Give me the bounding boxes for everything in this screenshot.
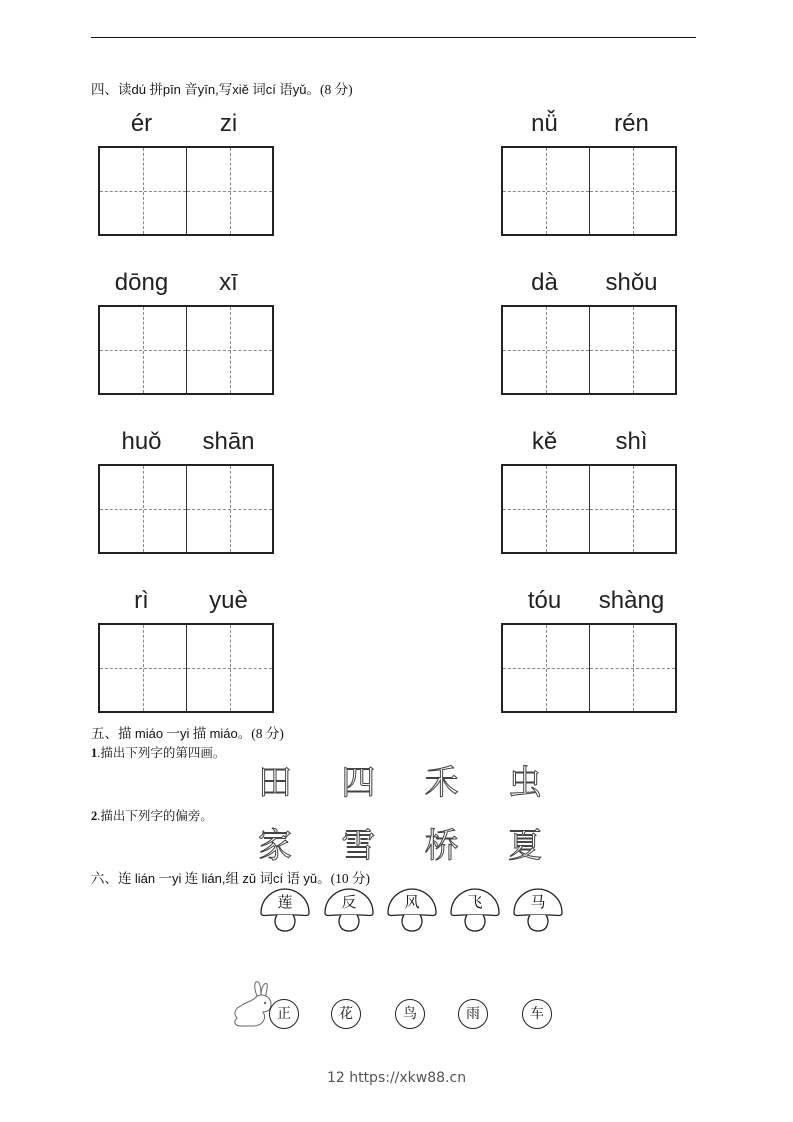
question-5-2 bbox=[91, 806, 213, 824]
trace-character[interactable]: 家 bbox=[258, 826, 292, 866]
pinyin: zi bbox=[219, 110, 238, 137]
trace-character[interactable]: 四 bbox=[341, 763, 376, 803]
heading-char: 一 bbox=[158, 871, 172, 886]
trace-character[interactable]: 田 bbox=[258, 763, 292, 803]
heading-char: 语 bbox=[279, 82, 293, 97]
pinyin: shì bbox=[615, 428, 648, 455]
trace-character[interactable]: 桥 bbox=[424, 826, 459, 866]
top-rule bbox=[91, 37, 696, 38]
heading-char: 描 bbox=[192, 726, 207, 741]
heading-pinyin: yīn, bbox=[197, 82, 219, 97]
pinyin: shǒu bbox=[605, 269, 658, 296]
writing-cell[interactable] bbox=[186, 466, 272, 552]
tianzige-grid[interactable] bbox=[501, 146, 677, 236]
heading-pinyin: yi bbox=[172, 871, 182, 886]
heading-char: 连 bbox=[184, 871, 199, 886]
heading-char: 音 bbox=[184, 82, 198, 97]
question-5-1 bbox=[91, 743, 225, 761]
mushroom-char: 马 bbox=[530, 893, 546, 911]
page-footer: 12 https://xkw88.cn bbox=[326, 1070, 467, 1086]
writing-cell[interactable] bbox=[503, 625, 589, 711]
heading-score: 。(8 分) bbox=[237, 726, 284, 741]
writing-cell[interactable] bbox=[100, 466, 186, 552]
trace-character[interactable]: 虫 bbox=[507, 763, 542, 803]
heading-char: 拼 bbox=[149, 82, 163, 97]
tianzige-grid[interactable] bbox=[501, 464, 677, 554]
tianzige-grid[interactable] bbox=[98, 464, 274, 554]
mushroom-char: 莲 bbox=[277, 893, 293, 911]
writing-cell[interactable] bbox=[186, 625, 272, 711]
mushroom-char: 飞 bbox=[467, 893, 483, 911]
heading-pinyin: miáo bbox=[134, 726, 164, 741]
pinyin: shàng bbox=[598, 587, 665, 614]
heading-pinyin: xiě bbox=[232, 82, 249, 97]
mushroom-item[interactable] bbox=[321, 885, 377, 937]
heading-char: 语 bbox=[286, 871, 300, 886]
trace-character[interactable]: 禾 bbox=[424, 763, 459, 803]
trace-character[interactable]: 雪 bbox=[341, 826, 376, 866]
pinyin: dōng bbox=[114, 269, 169, 296]
heading-pinyin: pīn bbox=[162, 82, 181, 97]
heading-score: 。(10 分) bbox=[317, 871, 370, 886]
writing-cell[interactable] bbox=[186, 307, 272, 393]
question-number: 1 bbox=[91, 746, 98, 760]
writing-cell[interactable] bbox=[100, 625, 186, 711]
writing-cell[interactable] bbox=[503, 307, 589, 393]
pinyin: rén bbox=[614, 110, 649, 137]
tianzige-grid[interactable] bbox=[501, 623, 677, 713]
heading-prefix: 四、 bbox=[91, 82, 118, 97]
circle-char[interactable]: 雨 bbox=[458, 999, 488, 1029]
circle-char[interactable]: 鸟 bbox=[395, 999, 425, 1029]
heading-char: 读 bbox=[118, 82, 132, 97]
heading-pinyin: yǔ bbox=[303, 871, 318, 886]
writing-cell[interactable] bbox=[100, 307, 186, 393]
tianzige-grid[interactable] bbox=[501, 305, 677, 395]
pinyin: rì bbox=[134, 587, 149, 614]
writing-cell[interactable] bbox=[186, 148, 272, 234]
pinyin: nǚ bbox=[531, 110, 558, 137]
writing-cell[interactable] bbox=[589, 466, 675, 552]
mushroom-item[interactable] bbox=[257, 885, 313, 937]
question-text: .描出下列字的偏旁。 bbox=[97, 809, 213, 823]
heading-prefix: 六、 bbox=[91, 871, 118, 886]
heading-pinyin: cí bbox=[265, 82, 276, 97]
question-number: 2 bbox=[91, 809, 98, 823]
mushroom-char: 风 bbox=[404, 893, 420, 911]
heading-pinyin: miáo bbox=[209, 726, 238, 741]
pinyin: ér bbox=[130, 110, 153, 137]
heading-pinyin: yǔ bbox=[292, 82, 307, 97]
writing-cell[interactable] bbox=[503, 466, 589, 552]
mushroom-item[interactable] bbox=[447, 885, 503, 937]
pinyin: yuè bbox=[209, 587, 248, 614]
circle-char[interactable]: 车 bbox=[522, 999, 552, 1029]
heading-pinyin: yi bbox=[179, 726, 190, 741]
mushroom-item[interactable] bbox=[510, 885, 566, 937]
pinyin: tóu bbox=[527, 587, 562, 614]
heading-pinyin: zǔ bbox=[242, 871, 257, 886]
heading-char: 组 bbox=[225, 871, 239, 886]
heading-char: 写 bbox=[218, 82, 233, 97]
circle-char[interactable]: 花 bbox=[331, 999, 361, 1029]
question-text: .描出下列字的第四画。 bbox=[97, 746, 226, 760]
heading-score: 。(8 分) bbox=[306, 82, 353, 97]
heading-prefix: 五、 bbox=[91, 726, 118, 741]
trace-row-1 bbox=[240, 763, 560, 803]
pinyin: kě bbox=[531, 428, 558, 455]
heading-pinyin: lián, bbox=[201, 871, 226, 886]
circle-char[interactable]: 正 bbox=[269, 999, 299, 1029]
heading-char: 词 bbox=[252, 82, 266, 97]
section4-heading bbox=[91, 78, 353, 98]
pinyin: dà bbox=[531, 269, 558, 296]
heading-pinyin: cí bbox=[272, 871, 284, 886]
pinyin: shān bbox=[202, 428, 255, 455]
pinyin: huǒ bbox=[121, 428, 162, 455]
writing-cell[interactable] bbox=[589, 625, 675, 711]
section5-heading bbox=[91, 722, 284, 742]
heading-char: 一 bbox=[166, 726, 180, 741]
mushroom-char: 反 bbox=[341, 893, 357, 911]
mushroom-row bbox=[255, 885, 565, 937]
heading-char: 描 bbox=[118, 726, 132, 741]
trace-character[interactable]: 夏 bbox=[507, 826, 542, 866]
tianzige-grid[interactable] bbox=[98, 305, 274, 395]
heading-pinyin: lián bbox=[134, 871, 156, 886]
mushroom-item[interactable] bbox=[384, 885, 440, 937]
writing-cell[interactable] bbox=[589, 307, 675, 393]
heading-char: 连 bbox=[118, 871, 132, 886]
heading-pinyin: dú bbox=[131, 82, 146, 97]
tianzige-grid[interactable] bbox=[98, 623, 274, 713]
circle-row bbox=[225, 978, 565, 1038]
section6-heading bbox=[91, 867, 370, 887]
trace-row-2 bbox=[240, 826, 560, 866]
pinyin: xī bbox=[219, 269, 238, 296]
writing-cell[interactable] bbox=[100, 148, 186, 234]
heading-char: 词 bbox=[259, 871, 273, 886]
tianzige-grid[interactable] bbox=[98, 146, 274, 236]
writing-cell[interactable] bbox=[589, 148, 675, 234]
writing-cell[interactable] bbox=[503, 148, 589, 234]
